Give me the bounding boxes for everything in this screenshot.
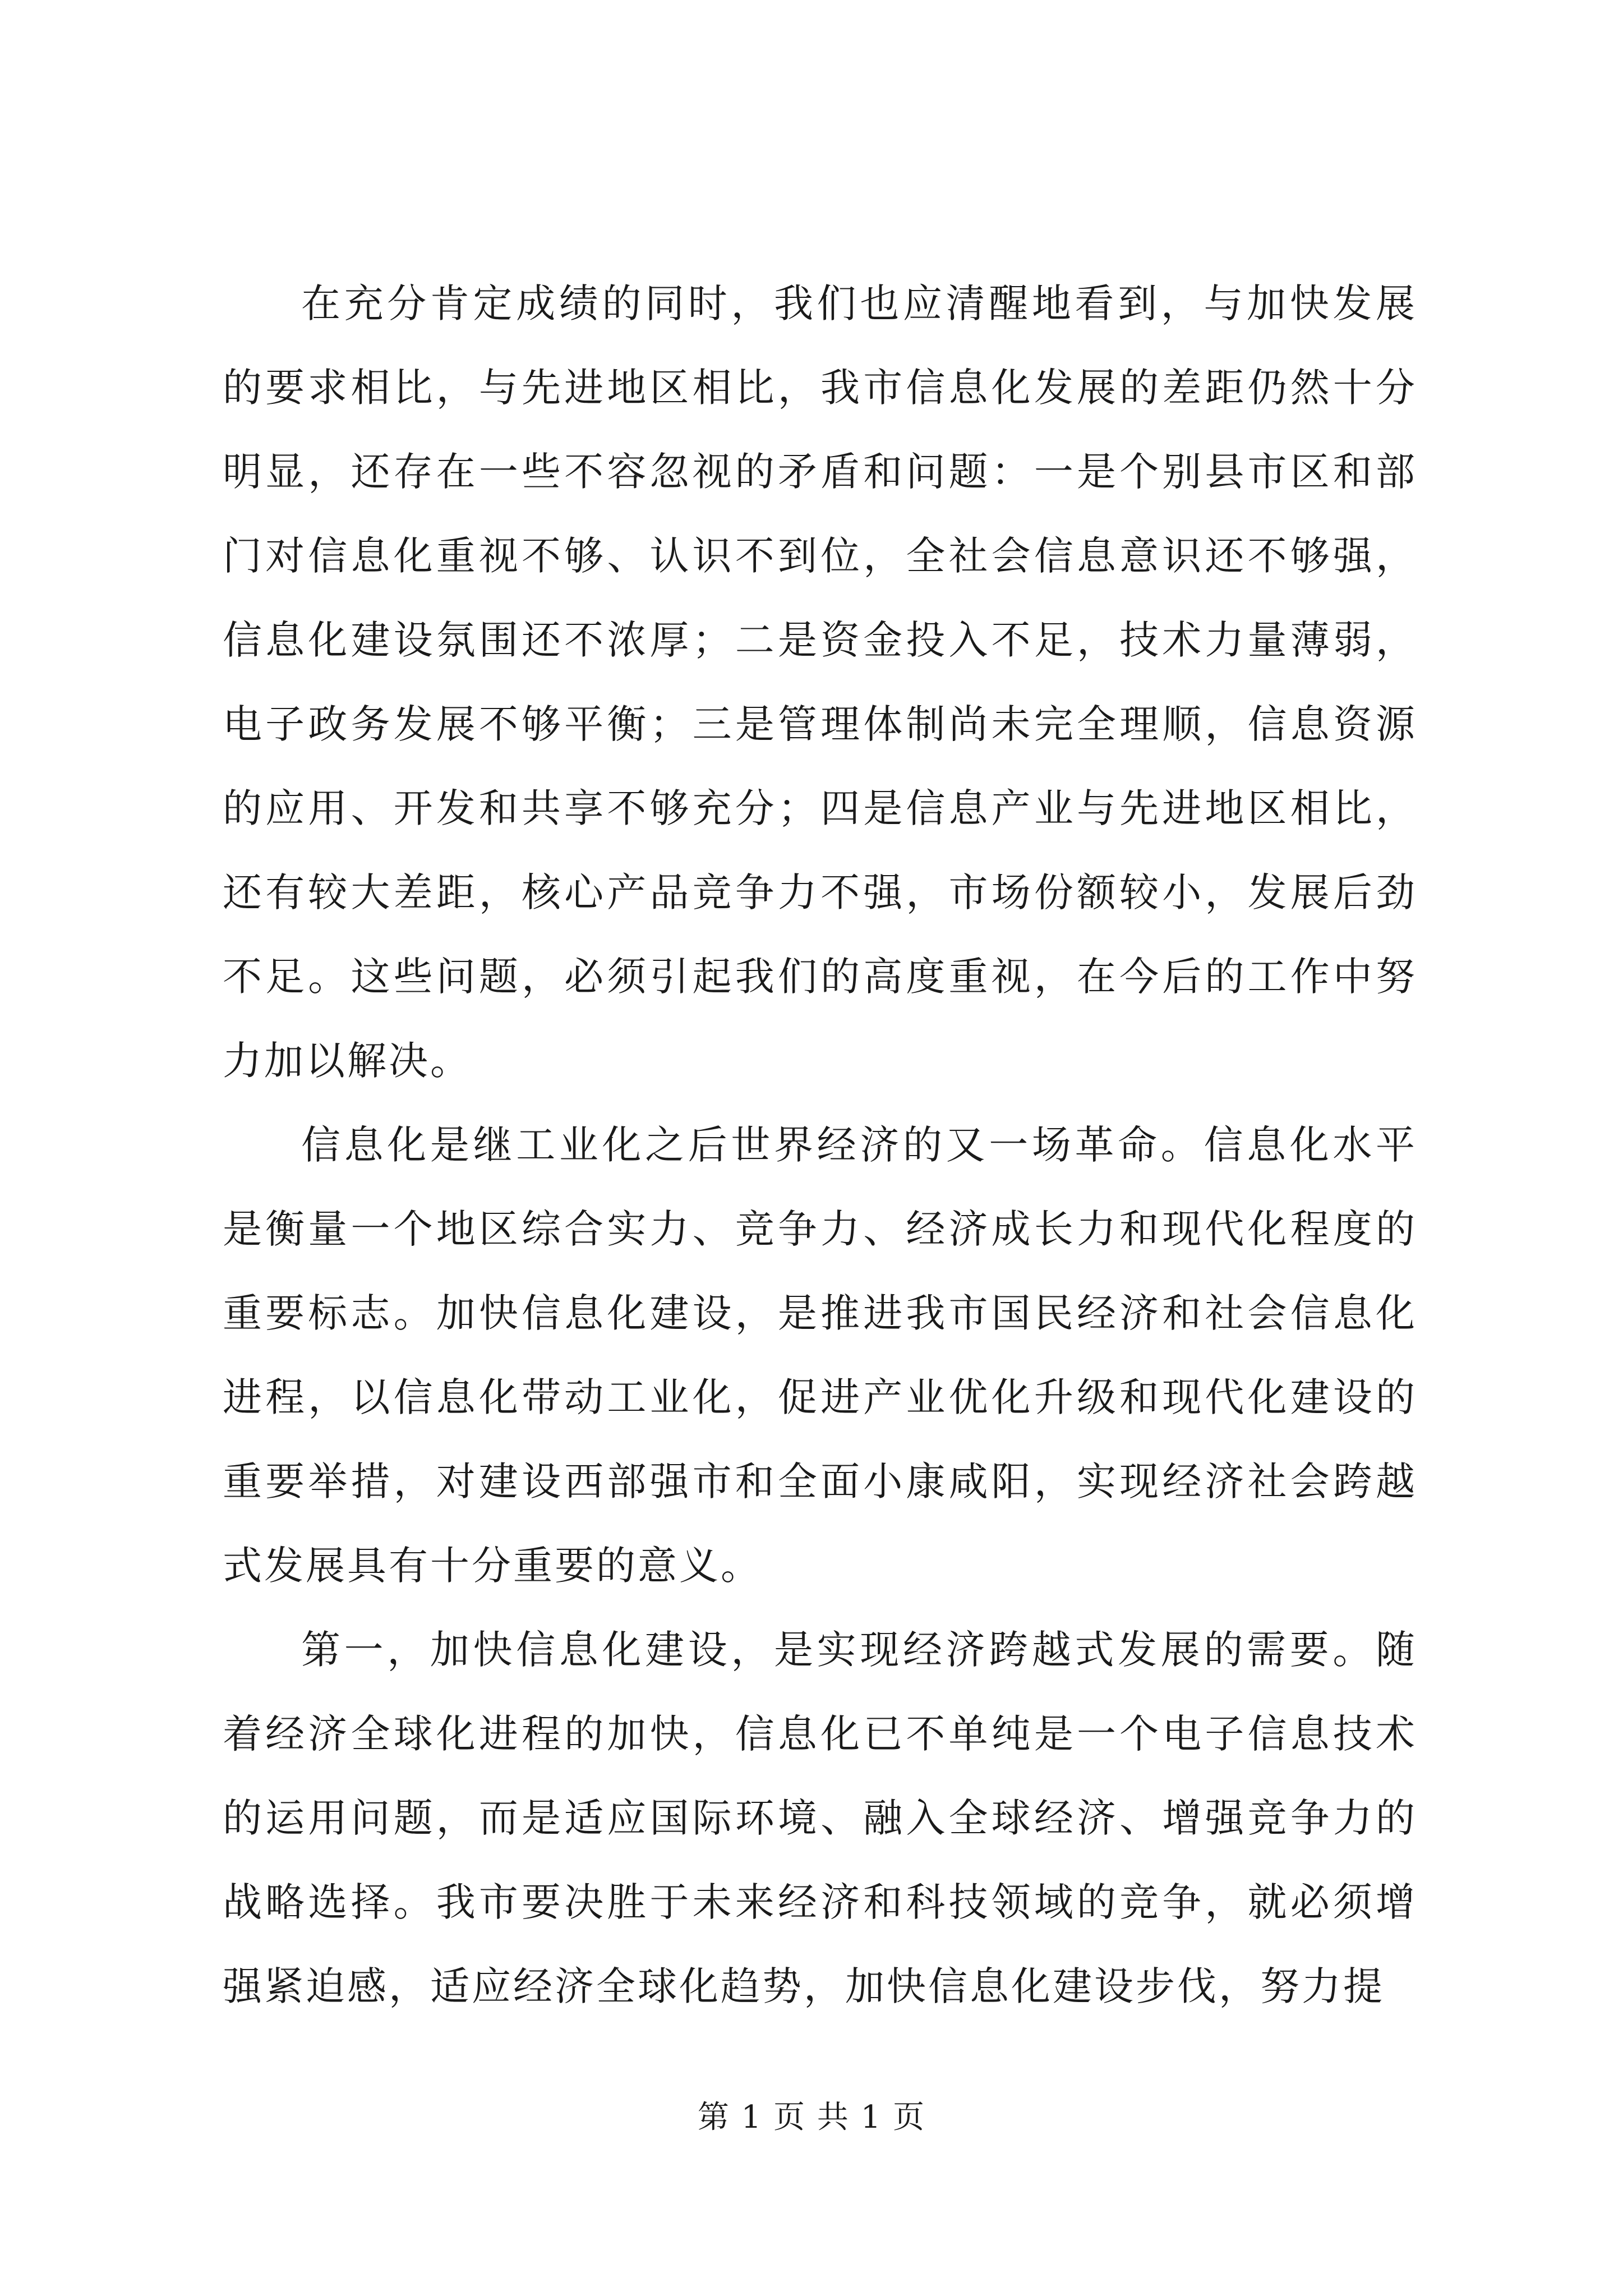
- paragraph-1: 在充分肯定成绩的同时，我们也应清醒地看到，与加快发展的要求相比，与先进地区相比，我市信息化发展的差距仍然十分明显，还存在一些不容忽视的矛盾和问题：一是个别县市区和部门对信息化重视不够、认识不到位，全社会信息意识还不够强，信息化建设氛围还不浓厚；二是资金投入不足，技术力量薄弱，电子政务发展不够平衡；三是管理体制尚未完全理顺，信息资源的应用、开发和共享不够充分；四是信息产业与先进地区相比，还有较大差距，核心产品竞争力不强，市场份额较小，发展后劲不足。这些问题，必须引起我们的高度重视，在今后的工作中努力加以解决。: [223, 280, 1417, 1084]
- page-number-footer: 第 1 页 共 1 页: [697, 2099, 926, 2136]
- paragraph-2: 信息化是继工业化之后世界经济的又一场革命。信息化水平是衡量一个地区综合实力、竞争力、经济成长力和现代化程度的重要标志。加快信息化建设，是推进我市国民经济和社会信息化进程，以信息化带动工业化，促进产业优化升级和现代化建设的重要举措，对建设西部强市和全面小康咸阳，实现经济社会跨越式发展具有十分重要的意义。: [223, 1122, 1417, 1589]
- document-body: [223, 261, 1417, 2028]
- paragraph-3: 第一，加快信息化建设，是实现经济跨越式发展的需要。随着经济全球化进程的加快，信息化已不单纯是一个电子信息技术的运用问题，而是适应国际环境、融入全球经济、增强竞争力的战略选择。我市要决胜于未来经济和科技领域的竞争，就必须增强紧迫感，适应经济全球化趋势，加快信息化建设步伐，努力提: [223, 1627, 1417, 2009]
